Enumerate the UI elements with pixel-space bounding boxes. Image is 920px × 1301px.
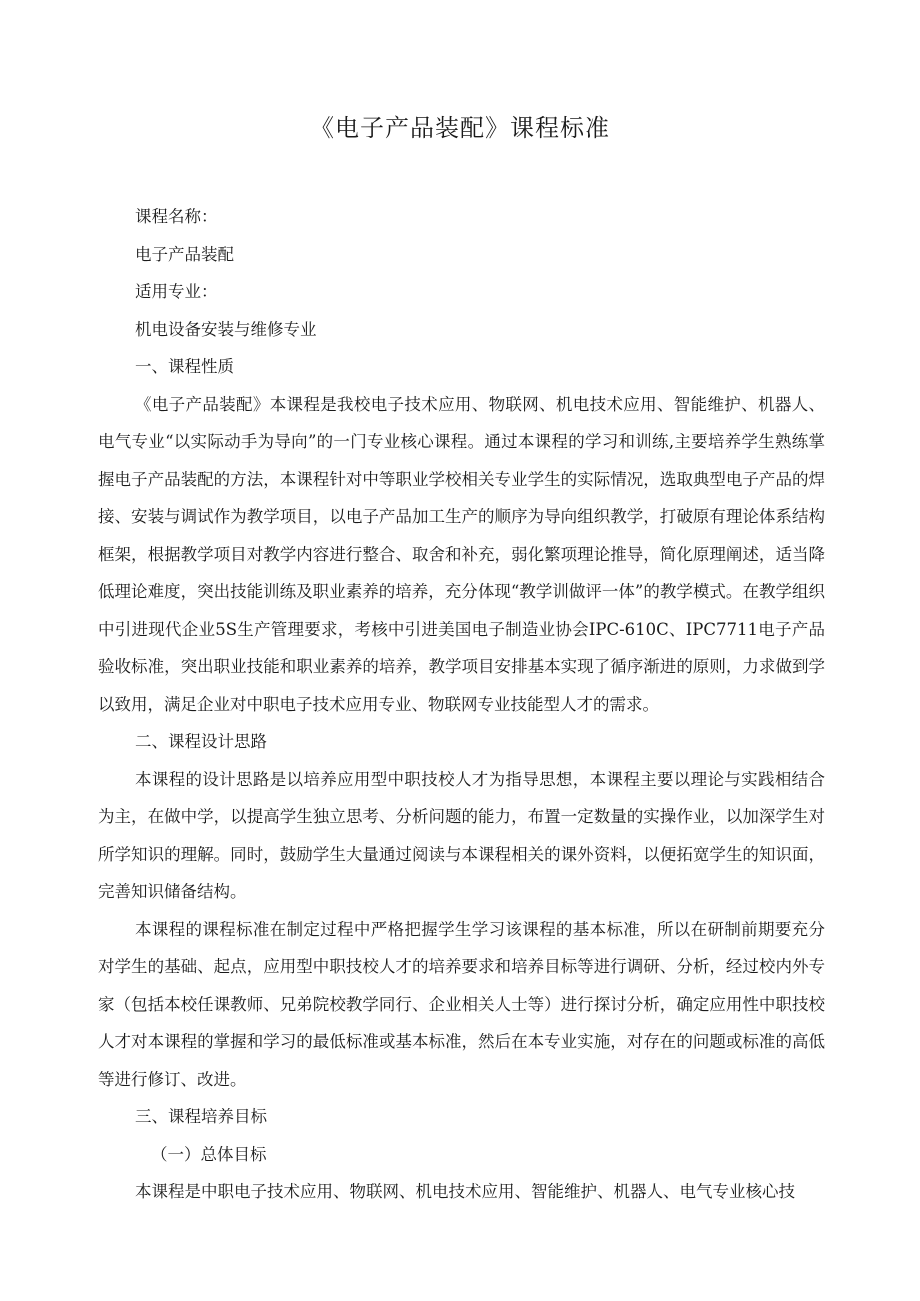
paragraph-course-nature: 《电子产品装配》本课程是我校电子技术应用、物联网、机电技术应用、智能维护、机器人、电气专业“以实际动手为导向”的一门专业核心课程。通过本课程的学习和训练,主要培养学生熟练掌握电子产品装配的方法，本课程针对中等职业学校相关专业学生的实际情况，选取典型电子产品的焊接、安装与调试作为教学项目，以电子产品加工生产的顺序为导向组织教学，打破原有理论体系结构框架，根据教学项目对教学内容进行整合、取舍和补充，弱化繁项理论推导，简化原理阐述，适当降低理论难度，突出技能训练及职业素养的培养，充分体现“教学训做评一体”的教学模式。在教学组织中引进现代企业5S生产管理要求，考核中引进美国电子制造业协会IPC-610C、IPC7711电子产品验收标准，突出职业技能和职业素养的培养，教学项目安排基本实现了循序渐进的原则，力求做到学以致用，满足企业对中职电子技术应用专业、物联网专业技能型人才的需求。 [98, 394, 825, 714]
subheading-overall-goal: （一）总体目标 [151, 1144, 267, 1164]
major-value: 机电设备安装与维修专业 [135, 319, 317, 339]
paragraph-overall-goal: 本课程是中职电子技术应用、物联网、机电技术应用、智能维护、机器人、电气专业核心技 [135, 1182, 795, 1201]
section-heading-design-approach: 二、课程设计思路 [135, 732, 267, 751]
document-body [98, 198, 825, 1211]
course-name-label: 课程名称： [135, 207, 218, 226]
course-name-value: 电子产品装配 [135, 244, 234, 264]
section-heading-course-nature: 一、课程性质 [135, 357, 234, 376]
paragraph-design-approach-1: 本课程的设计思路是以培养应用型中职技校人才为指导思想，本课程主要以理论与实践相结合为主，在做中学，以提高学生独立思考、分析问题的能力，布置一定数量的实操作业，以加深学生对所学知识的理解。同时，鼓励学生大量通过阅读与本课程相关的课外资料，以便拓宽学生的知识面，完善知识储备结构。 [98, 769, 825, 901]
major-label: 适用专业： [135, 282, 218, 301]
section-heading-training-goals: 三、课程培养目标 [135, 1107, 267, 1126]
paragraph-design-approach-2: 本课程的课程标准在制定过程中严格把握学生学习该课程的基本标准，所以在研制前期要充分对学生的基础、起点，应用型中职技校人才的培养要求和培养目标等进行调研、分析，经过校内外专家（包括本校任课教师、兄弟院校教学同行、企业相关人士等）进行探讨分析，确定应用性中职技校人才对本课程的掌握和学习的最低标准或基本标准，然后在本专业实施，对存在的问题或标准的高低等进行修订、改进。 [98, 919, 825, 1089]
document-title: 《电子产品装配》课程标准 [310, 114, 610, 142]
